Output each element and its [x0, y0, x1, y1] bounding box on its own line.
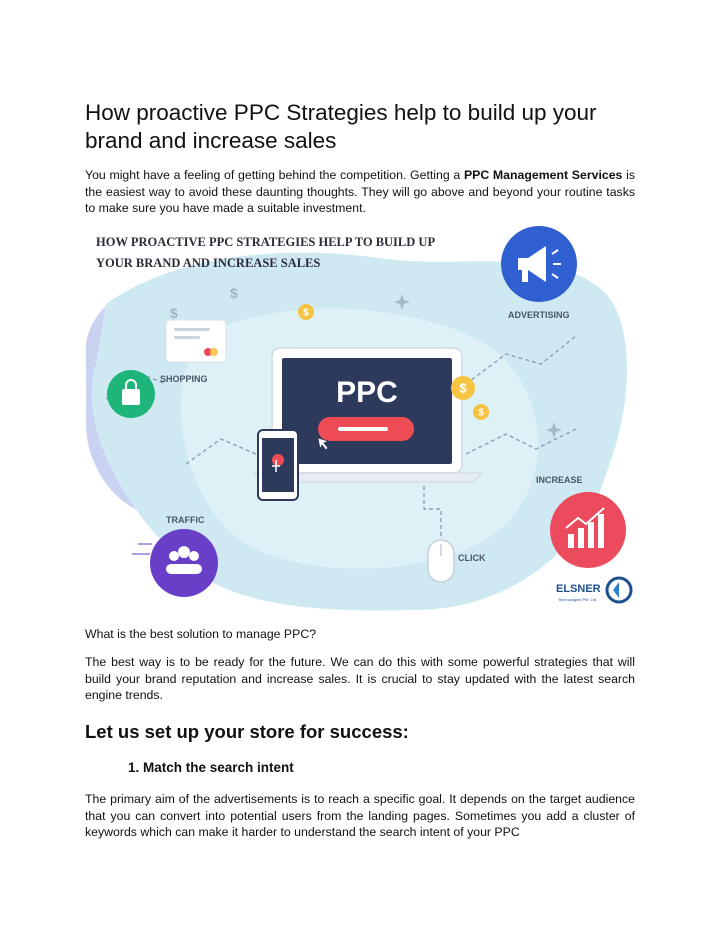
phone-illustration: [258, 430, 298, 500]
label-shopping: SHOPPING: [160, 374, 208, 384]
answer-paragraph: The best way is to be ready for the future. We can do this with some powerful strategies that will build your brand reputation and increase sales. It is crucial to stay updated with the latest search engine trends.: [85, 655, 635, 703]
svg-text:ELSNER: ELSNER: [556, 583, 601, 595]
dollar-sign-decoration: $: [170, 305, 178, 321]
tap-icon: [272, 454, 284, 466]
intro-text-end: is the easiest way to avoid these daunting thoughts. They will go above and beyond your routine tasks to make sure you have made a suitable investment.: [85, 168, 635, 216]
advertising-icon: [501, 226, 577, 302]
intro-paragraph: [85, 167, 635, 217]
article-title: How proactive PPC Strategies help to build up your brand and increase sales: [85, 100, 597, 153]
label-traffic: TRAFFIC: [166, 515, 205, 525]
label-click: CLICK: [458, 553, 486, 563]
label-advertising: ADVERTISING: [508, 310, 570, 320]
shopping-bag-icon: [107, 370, 155, 418]
list-item-match-search-intent: 1. Match the search intent: [128, 760, 294, 775]
ppc-infographic: [86, 224, 634, 612]
intro-text-start: You might have a feeling of getting behind the competition. Getting a: [85, 168, 464, 182]
screen-ppc-text: PPC: [336, 376, 398, 409]
shopping-card: [166, 320, 226, 362]
coin-icon: [298, 304, 314, 320]
laptop-screen: [282, 358, 452, 464]
coin-icon: [473, 404, 489, 420]
traffic-users-icon: [132, 529, 218, 597]
coin-icon: [451, 376, 475, 400]
label-increase: INCREASE: [536, 475, 583, 485]
elsner-logo: [544, 570, 634, 612]
svg-text:$: $: [459, 380, 467, 396]
increase-chart-icon: [550, 492, 626, 568]
question-paragraph: What is the best solution to manage PPC?: [85, 627, 317, 641]
dollar-sign-decoration: $: [230, 285, 238, 301]
infographic-heading-line2: YOUR BRAND AND INCREASE SALES: [96, 256, 321, 270]
body-paragraph: The primary aim of the advertisements is to reach a specific goal. It depends on the target audience that you can convert into potential users from the landing pages. Sometimes you add a cluster of keywords which can make it harder to understand the search intent of your PPC: [85, 792, 635, 840]
mouse-icon: [428, 540, 454, 582]
intro-bold-term: PPC Management Services: [463, 168, 623, 182]
section-heading: Let us set up your store for success:: [85, 721, 409, 742]
svg-text:$: $: [478, 407, 484, 419]
infographic-heading-line1: HOW PROACTIVE PPC STRATEGIES HELP TO BUILD UP: [96, 235, 436, 249]
svg-text:Technologies Pvt. Ltd.: Technologies Pvt. Ltd.: [558, 597, 598, 602]
svg-text:$: $: [303, 307, 309, 319]
